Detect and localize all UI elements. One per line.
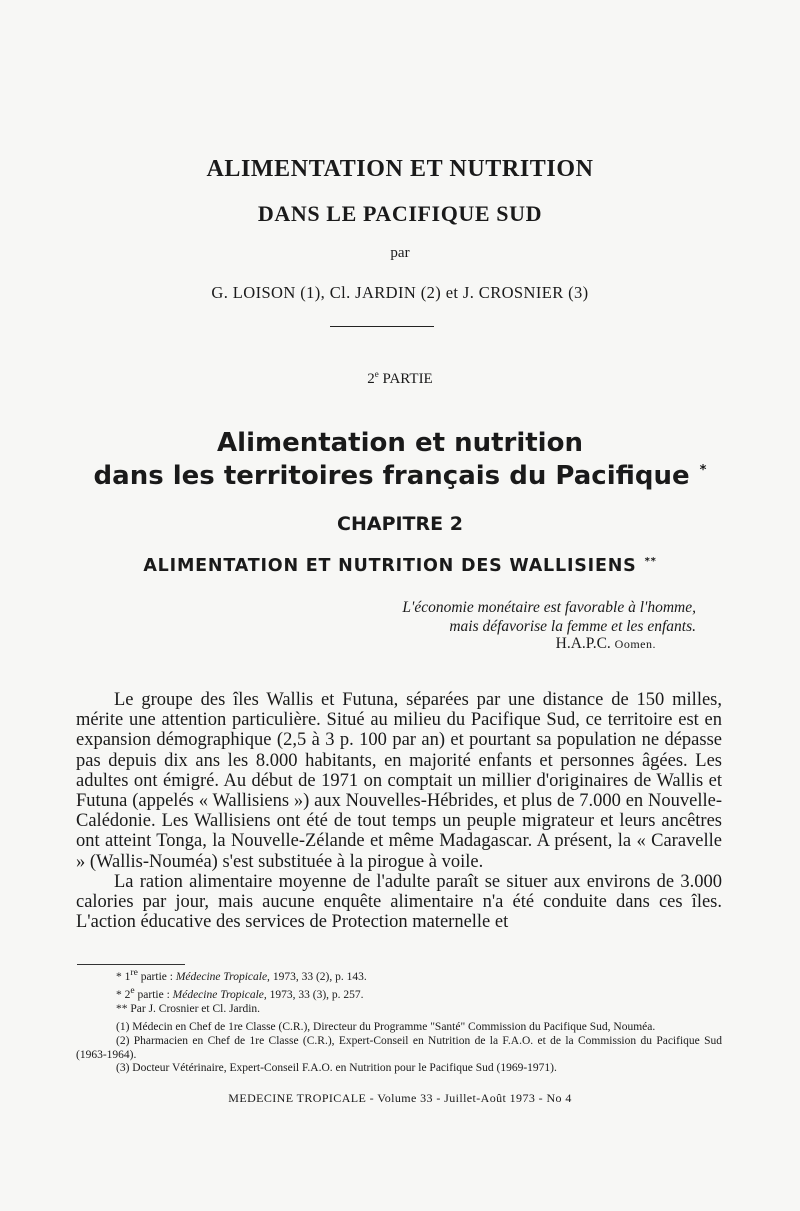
- epigraph-line-2: mais défavorise la femme et les enfants.: [449, 618, 696, 635]
- footnote-part-2-journal: Médecine Tropicale,: [172, 989, 267, 1002]
- footnote-part-2: [76, 984, 722, 1002]
- title-line-2: DANS LE PACIFIQUE SUD: [257, 201, 543, 226]
- epigraph: [306, 598, 696, 636]
- chapter-title-text: ALIMENTATION ET NUTRITION DES WALLISIENS: [143, 556, 637, 576]
- footnote-part-2-ref: 1973, 33 (3), p. 257.: [266, 989, 364, 1002]
- part-number-suffix: e: [374, 369, 379, 379]
- part-label: [0, 369, 800, 388]
- footnote-3: (3) Docteur Vétérinaire, Expert-Conseil F.A.O. en Nutrition pour le Pacifique Sud (1969-1971).: [116, 1062, 557, 1075]
- part-number: 2: [367, 371, 375, 387]
- footnote-part-1-ref: 1973, 33 (2), p. 143.: [269, 970, 367, 983]
- footnote-part-2-mark: * 2: [116, 989, 131, 1002]
- footnote-part-1-sup: re: [130, 967, 138, 978]
- epigraph-author-initials: H.A.P.C.: [555, 635, 611, 652]
- epigraph-line-1: L'économie monétaire est favorable à l'homme,: [402, 599, 696, 616]
- footnote-part-1: [76, 966, 722, 984]
- body-text: [76, 690, 722, 932]
- chapter-footnote-mark: **: [644, 556, 657, 568]
- part-word: PARTIE: [382, 371, 433, 387]
- footnote-part-1-journal: Médecine Tropicale,: [175, 970, 270, 983]
- footnotes: [76, 966, 722, 1076]
- footnote-part-1-mark: * 1: [116, 970, 131, 983]
- epigraph-author-name: Oomen.: [614, 637, 656, 651]
- chapter-title: [0, 556, 800, 576]
- heading-footnote-mark: *: [699, 463, 707, 479]
- authors: G. LOISON (1), Cl. JARDIN (2) et J. CROSNIER (3): [211, 283, 589, 302]
- footnote-part-1-mid: partie :: [137, 970, 176, 983]
- body-paragraph-1: Le groupe des îles Wallis et Futuna, séparées par une distance de 150 milles, mérite une attention particulière. Situé au milieu du Pacifique Sud, ce territoire est en expansion démographique (2,5 à 3 p. 100 par an) et pourtant sa population ne dépasse pas depuis dix ans les 8.000 habitants, en majorité enfants et personnes âgées. Les adultes ont émigré. Au début de 1971 on comptait un millier d'originaires de Wallis et Futuna (appelés « Wallisiens ») aux Nouvelles-Hébrides, et plus de 7.000 en Nouvelle-Calédonie. Les Wallisiens ont été de tout temps un peuple migrateur et leurs ancêtres ont atteint Tonga, la Nouvelle-Zélande et même Madagascar. A présent, la « Caravelle » (Wallis-Nouméa) s'est substituée à la pirogue à voile.: [76, 690, 722, 872]
- epigraph-author: [556, 635, 656, 653]
- footnote-authors: ** Par J. Crosnier et Cl. Jardin.: [116, 1002, 261, 1015]
- footnote-part-2-sup: e: [130, 985, 135, 997]
- body-paragraph-2: La ration alimentaire moyenne de l'adulte paraît se situer aux environs de 3.000 calories par jour, mais aucune enquête alimentaire n'a été conduite dans ces îles. L'action éducative des services de Protection maternelle et: [76, 871, 722, 933]
- title-line-1: ALIMENTATION ET NUTRITION: [206, 156, 594, 182]
- footnote-2: (2) Pharmacien en Chef de 1re Classe (C.R.), Expert-Conseil en Nutrition de la F.A.O. et de la Commission du Pacifique Sud (1963-1964).: [76, 1035, 722, 1061]
- page-footer: MEDECINE TROPICALE - Volume 33 - Juillet-Août 1973 - No 4: [228, 1091, 572, 1105]
- heading-line-2-text: dans les territoires français du Pacifique: [93, 461, 690, 491]
- heading-line-2: [0, 461, 800, 491]
- chapter-number: CHAPITRE 2: [337, 513, 463, 535]
- by-label: par: [390, 245, 410, 261]
- title-divider: [330, 326, 434, 327]
- footnote-part-2-mid: partie :: [134, 989, 173, 1002]
- footnote-divider: [77, 964, 185, 965]
- heading-line-1: Alimentation et nutrition: [217, 428, 583, 458]
- footnote-1: (1) Médecin en Chef de 1re Classe (C.R.), Directeur du Programme "Santé" Commission du Pacifique Sud, Nouméa.: [116, 1021, 656, 1034]
